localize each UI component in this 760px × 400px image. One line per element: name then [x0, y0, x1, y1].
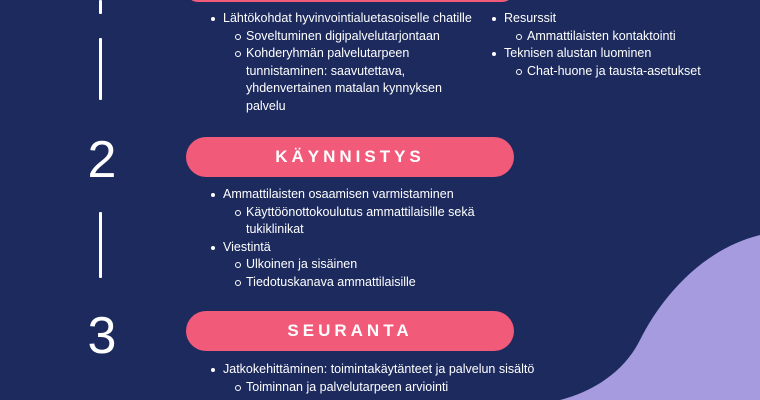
- step-2-list: [223, 186, 523, 291]
- list-item: Ammattilaisten kontaktointi: [527, 28, 754, 46]
- list-item: Soveltuminen digipalvelutarjontaan: [246, 28, 493, 46]
- step-1-list-col1: [223, 10, 493, 115]
- step-3-title: SEURANTA: [287, 321, 413, 340]
- timeline-line-1: [99, 0, 102, 14]
- list-item: Jatkokehittäminen: toimintakäytänteet ja palvelun sisältö: [223, 361, 563, 379]
- step-number-2: 2: [87, 131, 117, 189]
- list-item: Ulkoinen ja sisäinen: [246, 256, 523, 274]
- step-2-title: KÄYNNISTYS: [275, 147, 425, 166]
- step-1-title-pill: [186, 0, 514, 2]
- timeline-line-2: [99, 38, 102, 100]
- step-3-title-pill: [186, 311, 514, 351]
- step-2-title-pill: [186, 137, 514, 177]
- list-item: Toiminnan ja palvelutarpeen arviointi: [246, 379, 563, 397]
- step-1-list-col2: [504, 10, 754, 80]
- list-item: Tiedotuskanava ammattilaisille: [246, 274, 523, 292]
- step-3-list: [223, 361, 563, 396]
- step-number-3: 3: [87, 307, 117, 365]
- timeline-line-3: [99, 212, 102, 278]
- list-item: Resurssit: [504, 10, 754, 28]
- list-item: Käyttöönottokoulutus ammattilaisille sekä tukiklinikat: [246, 204, 496, 239]
- list-item: Teknisen alustan luominen: [504, 45, 754, 63]
- list-item: Viestintä: [223, 239, 523, 257]
- list-item: Chat-huone ja tausta-asetukset: [527, 63, 754, 81]
- list-item: Kohderyhmän palvelutarpeen tunnistaminen: saavutettava, yhdenvertainen matalan kynnyksen palvelu: [246, 45, 476, 115]
- list-item: Lähtökohdat hyvinvointialuetasoiselle chatille: [223, 10, 493, 28]
- list-item: Ammattilaisten osaamisen varmistaminen: [223, 186, 523, 204]
